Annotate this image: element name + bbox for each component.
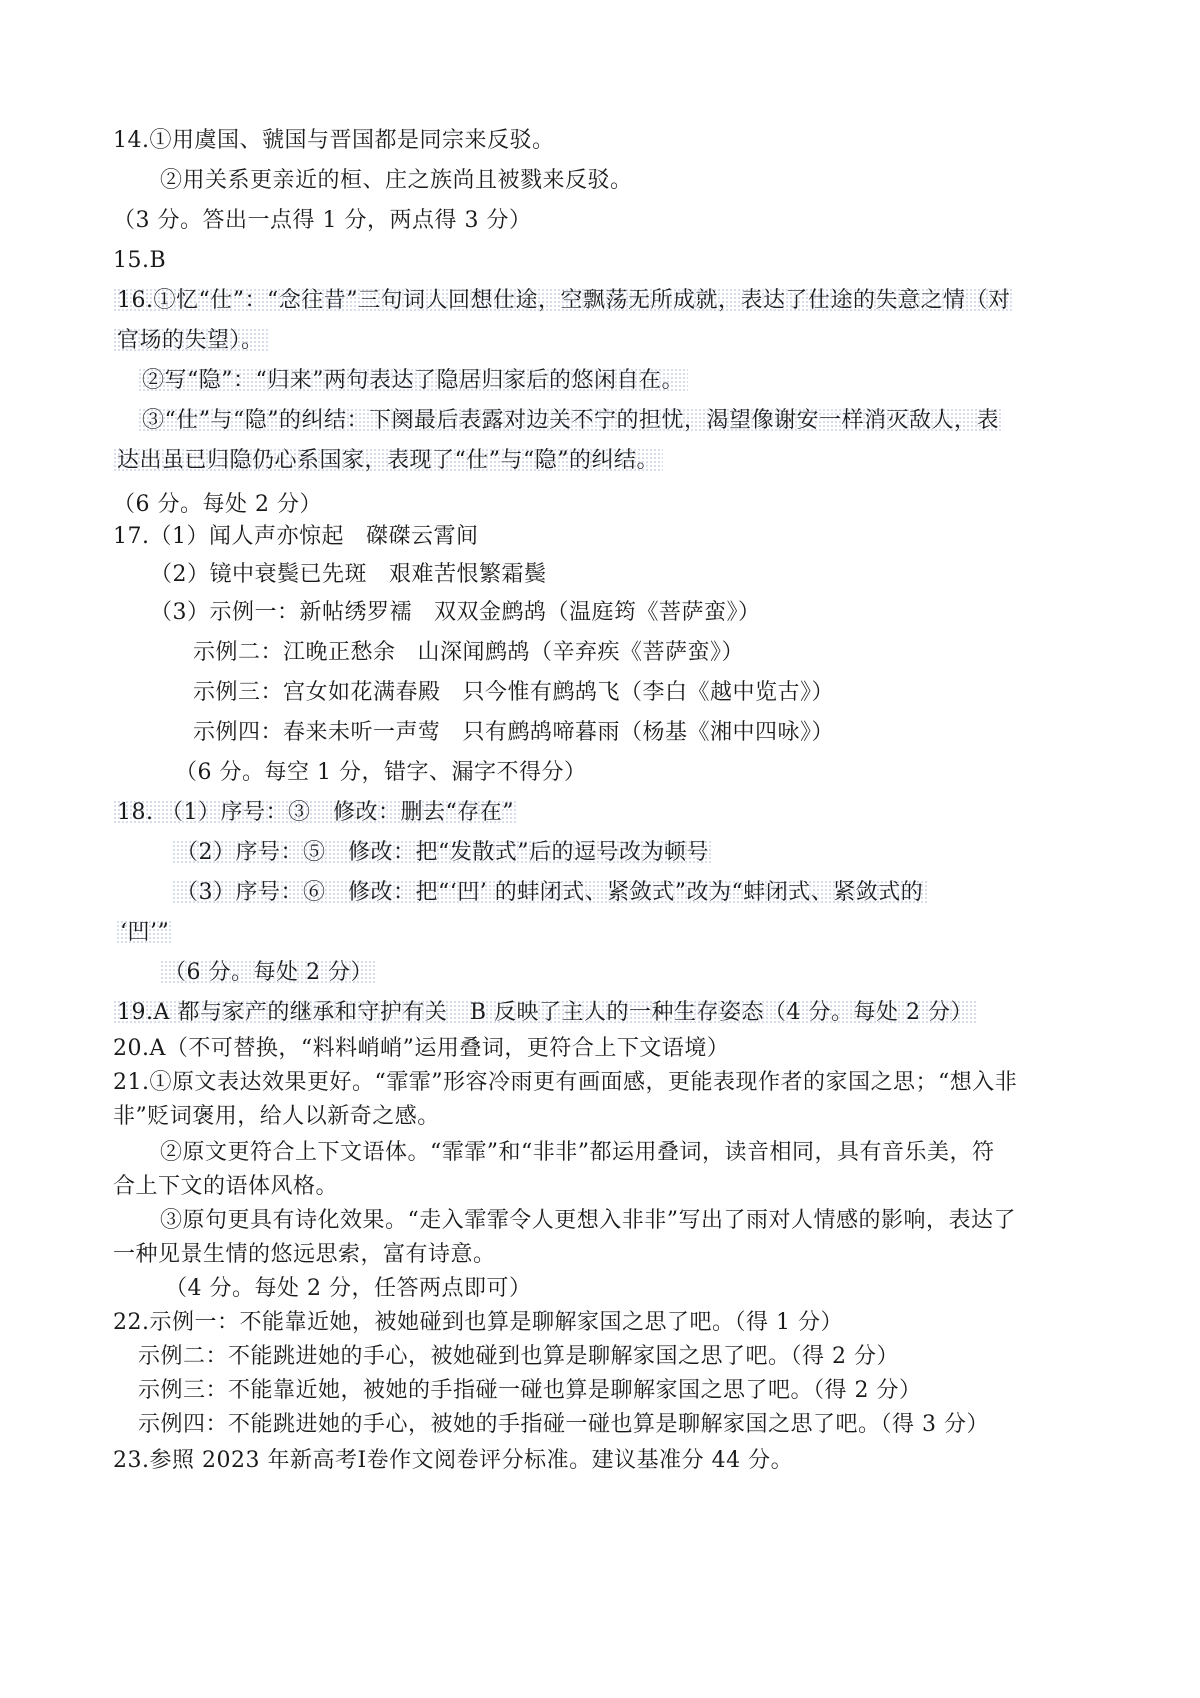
q17-example-4-a: 示例四：春来未听一声莺	[193, 720, 441, 745]
q21-line-2: 非”贬词褒用，给人以新奇之感。	[113, 1104, 440, 1129]
q14-line-2: ②用关系更亲近的桓、庄之族尚且被戮来反驳。	[160, 168, 633, 193]
q18-line-2	[172, 838, 713, 868]
q17-line-2-a: （2）镜中衰鬓已先斑	[150, 562, 367, 587]
q16-score: （6 分。每处 2 分）	[113, 492, 322, 517]
q21-line-5: ③原句更具有诗化效果。“走入霏霏令人更想入非非”写出了雨对人情感的影响，表达了	[160, 1208, 1016, 1233]
q17-score: （6 分。每空 1 分，错字、漏字不得分）	[175, 760, 587, 785]
q17-line-2	[150, 560, 547, 590]
q14-score: （3 分。答出一点得 1 分，两点得 3 分）	[113, 208, 532, 233]
q17-line-1	[113, 522, 479, 552]
q18-score	[160, 958, 377, 988]
q18-line-4-text: ‘凹’”	[116, 920, 173, 945]
q22-line-3: 示例三：不能靠近她，被她的手指碰一碰也算是聊解家国之思了吧。（得 2 分）	[138, 1378, 922, 1403]
q16-line-2	[113, 326, 268, 356]
q17-line-3-b: 双双金鹧鸪（温庭筠《菩萨蛮》）	[434, 600, 761, 625]
q18-line-2-text: （2）序号：⑤ 修改：把“发散式”后的逗号改为顿号	[172, 840, 713, 865]
q17-line-3-a: （3）示例一：新帖绣罗襦	[150, 600, 412, 625]
q19-line-1	[113, 998, 977, 1028]
q23-line-1: 23.参照 2023 年新高考Ⅰ卷作文阅卷评分标准。建议基准分 44 分。	[113, 1448, 794, 1473]
q17-example-2-a: 示例二：江晚正愁余	[193, 640, 396, 665]
q14-line-1: 14.①用虞国、虢国与晋国都是同宗来反驳。	[113, 128, 555, 153]
q17-line-1-b: 磔磔云霄间	[366, 524, 479, 549]
q17-line-1-a: 17.（1）闻人声亦惊起	[113, 524, 344, 549]
q21-line-3: ②原文更符合上下文语体。“霏霏”和“非非”都运用叠词，读音相同，具有音乐美，符	[160, 1140, 995, 1165]
q17-line-2-b: 艰难苦恨繁霜鬓	[389, 562, 547, 587]
q17-example-2	[193, 638, 744, 668]
q18-score-text: （6 分。每处 2 分）	[160, 960, 377, 985]
q16-line-3-text: ②写“隐”：“归来”两句表达了隐居归家后的悠闲自在。	[138, 368, 688, 393]
q15-line-1: 15.B	[113, 248, 167, 273]
q18-line-1	[113, 798, 518, 828]
q18-line-3-text: （3）序号：⑥ 修改：把“‘凹’ 的蚌闭式、紧敛式”改为“蚌闭式、紧敛式的	[172, 880, 927, 905]
q16-line-1-text: 16.①忆“仕”：“念往昔”三句词人回想仕途，空飘荡无所成就，表达了仕途的失意之情（对	[113, 288, 1014, 313]
q17-example-3-a: 示例三：宫女如花满春殿	[193, 680, 441, 705]
q16-line-5	[113, 446, 663, 476]
q18-line-1-text: 18. （1）序号：③ 修改：删去“存在”	[113, 800, 518, 825]
q16-line-1	[113, 286, 1014, 316]
q17-example-4-b: 只有鹧鸪啼暮雨（杨基《湘中四咏》）	[462, 720, 835, 745]
q17-example-2-b: 山深闻鹧鸪（辛弃疾《菩萨蛮》）	[417, 640, 745, 665]
q16-line-4-text: ③“仕”与“隐”的纠结：下阕最后表露对边关不宁的担忧，渴望像谢安一样消灭敌人，表	[138, 408, 1003, 433]
q21-line-1: 21.①原文表达效果更好。“霏霏”形容冷雨更有画面感，更能表现作者的家国之思；“想入非	[113, 1070, 1018, 1095]
q16-line-5-text: 达出虽已归隐仍心系国家，表现了“仕”与“隐”的纠结。	[113, 448, 663, 473]
q17-example-3-b: 只今惟有鹧鸪飞（李白《越中览古》）	[462, 680, 835, 705]
q17-example-3	[193, 678, 834, 708]
q22-line-1: 22.示例一：不能靠近她，被她碰到也算是聊解家国之思了吧。（得 1 分）	[113, 1310, 843, 1335]
q21-line-4: 合上下文的语体风格。	[113, 1174, 339, 1199]
q21-line-6: 一种见景生情的悠远思索，富有诗意。	[113, 1242, 496, 1267]
q17-example-4	[193, 718, 834, 748]
q16-line-4	[138, 406, 1003, 436]
q18-line-4	[116, 918, 173, 948]
q17-line-3	[150, 598, 761, 628]
q16-line-3	[138, 366, 688, 396]
q21-score: （4 分。每处 2 分，任答两点即可）	[165, 1276, 532, 1301]
q16-line-2-text: 官场的失望）。	[113, 328, 268, 353]
q22-line-4: 示例四：不能跳进她的手心，被她的手指碰一碰也算是聊解家国之思了吧。（得 3 分）	[138, 1412, 989, 1437]
q19-line-1-text: 19.A 都与家产的继承和守护有关 B 反映了主人的一种生存姿态（4 分。每处 2 分）	[113, 1000, 977, 1025]
q20-line-1: 20.A（不可替换，“料料峭峭”运用叠词，更符合上下文语境）	[113, 1036, 730, 1061]
q18-line-3	[172, 878, 927, 908]
q22-line-2: 示例二：不能跳进她的手心，被她碰到也算是聊解家国之思了吧。（得 2 分）	[138, 1344, 899, 1369]
